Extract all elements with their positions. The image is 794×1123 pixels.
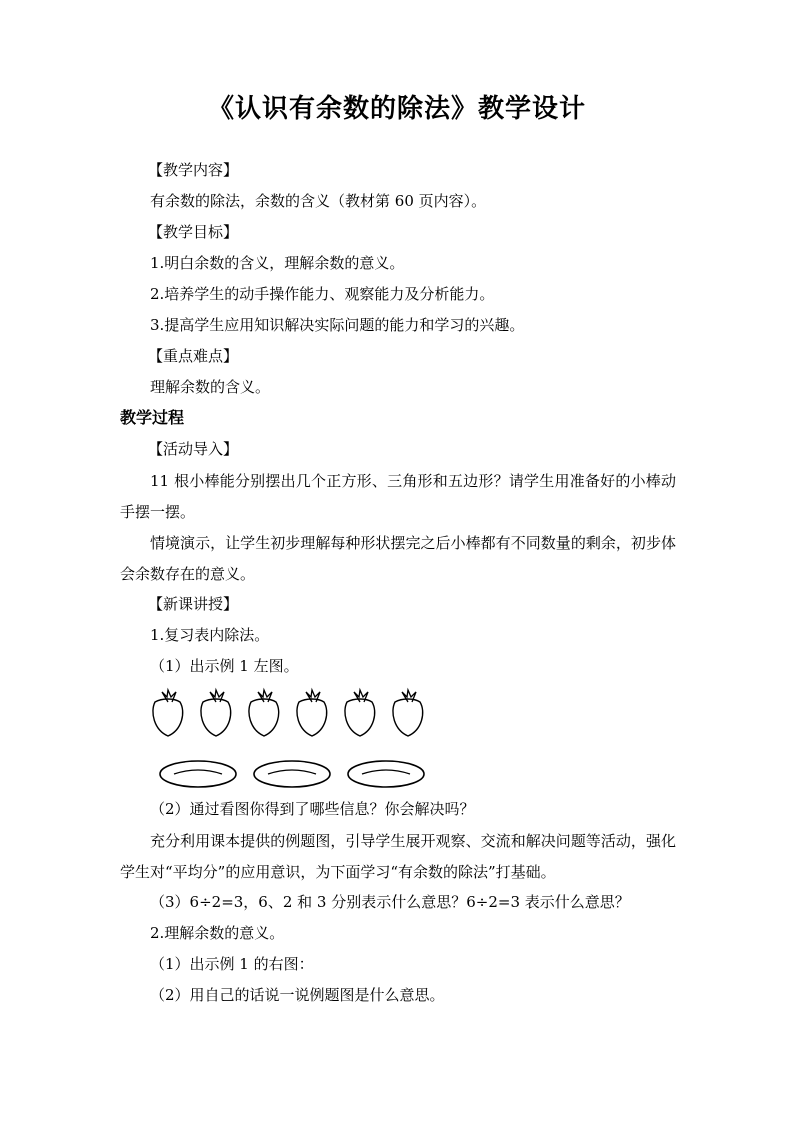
heading-new-lesson: 【新课讲授】 [148,595,239,613]
strawberry-icon [201,690,231,736]
new-lesson-item-1-3: （3）6÷2=3，6、2 和 3 分别表示什么意思？6÷2=3 表示什么意思？ [150,893,630,911]
new-lesson-item-2-2: （2）用自己的话说一说例题图是什么意思。 [150,986,445,1004]
heading-key-points: 【重点难点】 [148,347,239,365]
activity-paragraph-1: 11 根小棒能分别摆出几个正方形、三角形和五边形？请学生用准备好的小棒动手摆一摆。 [120,472,676,521]
heading-teaching-content: 【教学内容】 [148,161,239,179]
heading-activity-intro: 【活动导入】 [148,440,239,458]
goal-item-3: 3.提高学生应用知识解决实际问题的能力和学习的兴趣。 [150,316,525,334]
strawberry-icon [297,690,327,736]
new-lesson-paragraph: 充分利用课本提供的例题图，引导学生展开观察、交流和解决问题等活动，强化学生对“平均分”的应用意识，为下面学习“有余数的除法”打基础。 [120,832,676,881]
plate-icon [254,761,330,787]
heading-teaching-process: 教学过程 [120,408,185,427]
new-lesson-item-2-1: （1）出示例 1 的右图： [150,955,314,973]
strawberry-icon [249,690,279,736]
new-lesson-item-1-1: （1）出示例 1 左图。 [150,657,299,675]
teaching-content-text: 有余数的除法，余数的含义（教材第 60 页内容）。 [150,192,487,210]
new-lesson-item-1-2: （2）通过看图你得到了哪些信息？你会解决吗？ [150,800,475,818]
strawberry-icon [393,690,423,736]
document-title: 《认识有余数的除法》教学设计 [207,94,586,124]
key-points-text: 理解余数的含义。 [150,378,271,396]
heading-teaching-goals: 【教学目标】 [148,223,239,241]
strawberry-icon [153,690,183,736]
plate-icon [160,761,236,787]
activity-paragraph-2: 情境演示，让学生初步理解每种形状摆完之后小棒都有不同数量的剩余，初步体会余数存在的意义。 [120,534,676,583]
new-lesson-item-2: 2.理解余数的意义。 [150,924,285,942]
new-lesson-item-1: 1.复习表内除法。 [150,626,270,644]
strawberry-icon [345,690,375,736]
goal-item-2: 2.培养学生的动手操作能力、观察能力及分析能力。 [150,285,495,303]
goal-item-1: 1.明白余数的含义，理解余数的意义。 [150,254,405,272]
strawberry-plates-figure [140,686,440,792]
plate-icon [348,761,424,787]
